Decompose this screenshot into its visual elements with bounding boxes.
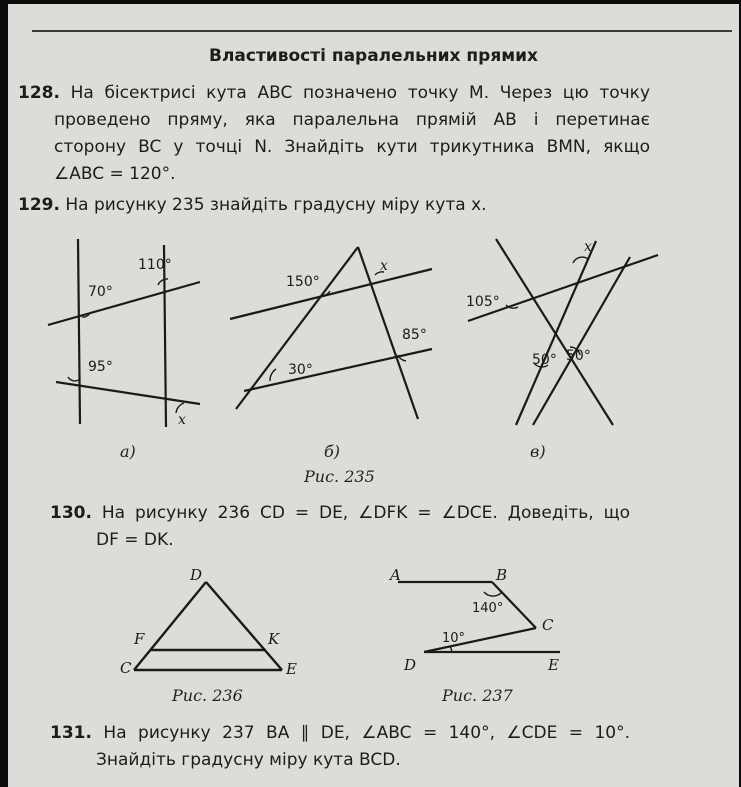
point-label: E xyxy=(286,660,297,678)
problem-128 xyxy=(18,80,650,188)
problem-129 xyxy=(18,192,658,219)
problem-text-line: Знайдіть градусну міру кута BCD. xyxy=(96,750,401,770)
angle-label: 110° xyxy=(138,257,172,273)
point-label: A xyxy=(390,566,401,584)
problem-number: 129. xyxy=(18,195,60,215)
problem-text-line: ∠ABC = 120°. xyxy=(54,164,176,184)
point-label: C xyxy=(542,616,554,634)
problem-text-line: На рисунку 235 знайдіть градусну міру кута x. xyxy=(65,195,487,215)
angle-label: 95° xyxy=(88,359,113,375)
angle-label: 150° xyxy=(286,274,320,290)
figure-235c xyxy=(468,239,658,425)
figure-237 xyxy=(392,566,592,686)
problem-text-line: На рисунку 237 BA ∥ DE, ∠ABC = 140°, ∠CDE = 10°. xyxy=(103,723,631,743)
problem-number: 131. xyxy=(50,723,92,743)
angle-label: x xyxy=(584,239,592,255)
problem-text-line: проведено пряму, яка паралельна прямій AB і перетинає xyxy=(54,110,650,130)
figure-label: в) xyxy=(530,442,546,461)
angle-label: 105° xyxy=(466,294,500,310)
angle-label: 30° xyxy=(288,362,313,378)
angle-label: 140° xyxy=(472,601,504,616)
angle-label: x xyxy=(380,258,388,274)
problem-text-line: На бісектрисі кута ABC позначено точку M. Через цю точку xyxy=(70,83,651,103)
angle-label: x xyxy=(178,412,186,428)
problem-text-line: На рисунку 236 CD = DE, ∠DFK = ∠DCE. Доведіть, що xyxy=(101,503,630,523)
figure-236 xyxy=(118,566,338,690)
textbook-page xyxy=(8,4,739,787)
angle-label: 70° xyxy=(88,284,113,300)
problem-text-line: сторону BC у точці N. Знайдіть кути трикутника BMN, якщо xyxy=(54,137,650,157)
problem-number: 128. xyxy=(18,83,60,103)
problem-130 xyxy=(50,500,630,554)
point-label: B xyxy=(496,566,508,584)
point-label: F xyxy=(134,630,145,648)
point-label: K xyxy=(268,630,280,648)
point-label: C xyxy=(120,659,132,677)
problem-text-line: DF = DK. xyxy=(96,530,174,550)
figure-235 xyxy=(8,229,739,489)
point-label: D xyxy=(190,566,203,584)
point-label: E xyxy=(548,656,559,674)
figure-caption: Рис. 236 xyxy=(172,686,243,705)
figure-label: а) xyxy=(120,442,136,461)
section-heading: Властивості паралельних прямих xyxy=(208,46,539,66)
figure-235a xyxy=(48,239,200,427)
problem-number: 130. xyxy=(50,503,92,523)
problem-131 xyxy=(50,720,630,774)
angle-label: 50° xyxy=(532,352,557,368)
angle-label: 10° xyxy=(442,631,466,646)
figure-caption: Рис. 235 xyxy=(304,467,375,486)
point-label: D xyxy=(404,656,417,674)
angle-label: 50° xyxy=(566,348,591,364)
angle-label: 85° xyxy=(402,327,427,343)
figure-caption: Рис. 237 xyxy=(442,686,513,705)
figure-label: б) xyxy=(324,442,341,461)
header-rule xyxy=(32,30,732,32)
